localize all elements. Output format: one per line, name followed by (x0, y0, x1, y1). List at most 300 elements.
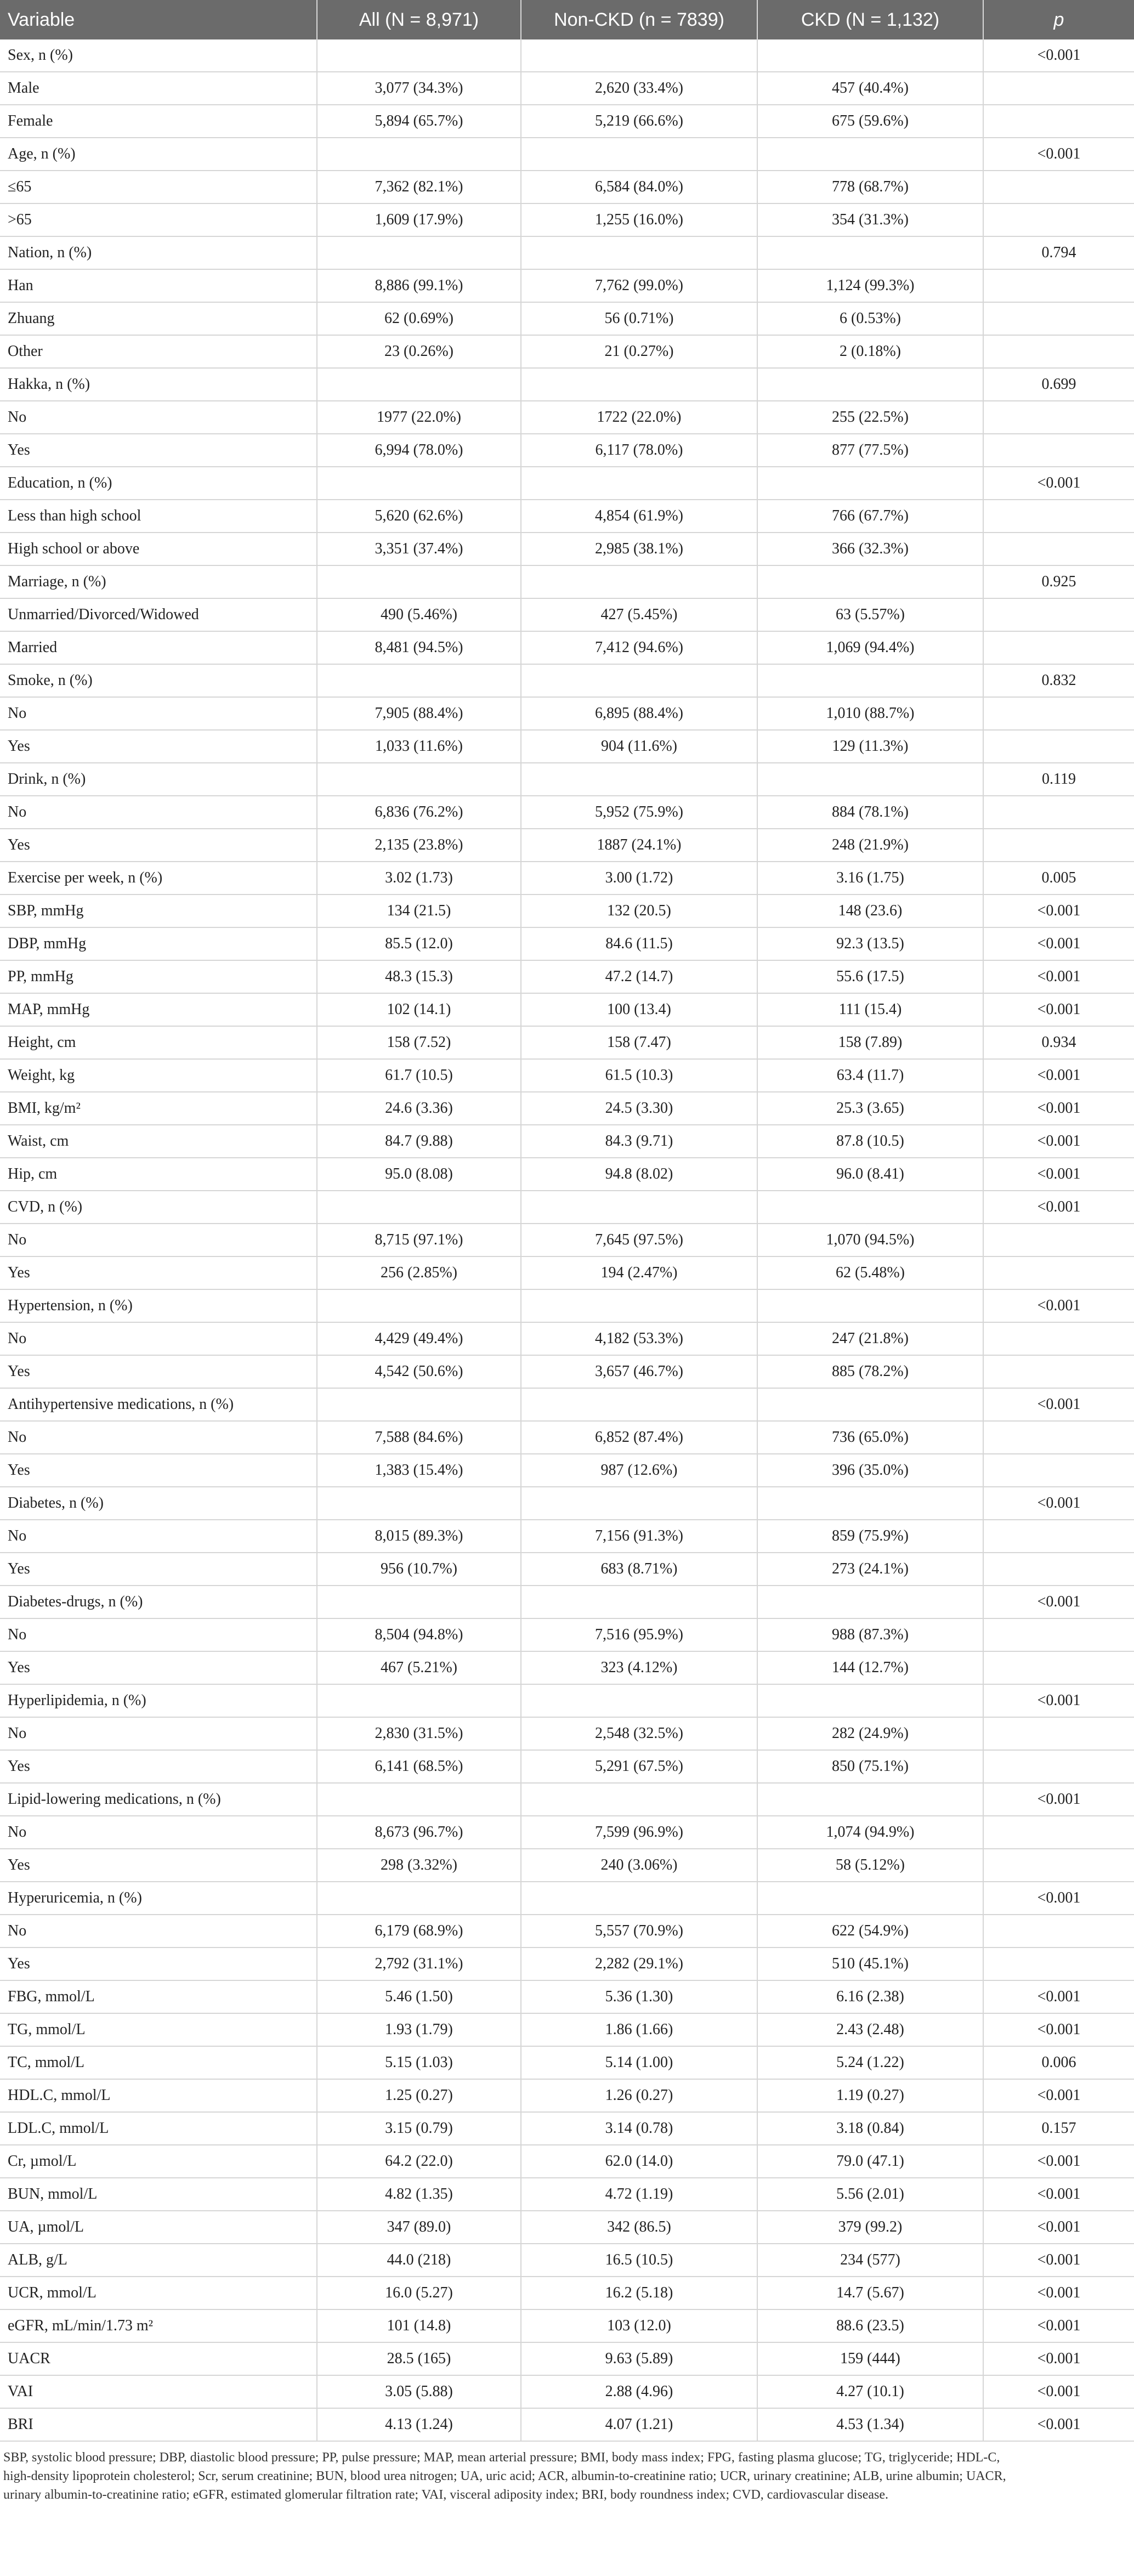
cell-ckd: 884 (78.1%) (757, 796, 983, 829)
cell-non-ckd: 3.14 (0.78) (521, 2112, 757, 2145)
cell-non-ckd: 56 (0.71%) (521, 302, 757, 335)
cell-variable: ALB, g/L (0, 2244, 317, 2277)
cell-variable: Education, n (%) (0, 467, 317, 500)
cell-non-ckd: 683 (8.71%) (521, 1553, 757, 1586)
cell-all (317, 1586, 521, 1618)
table-row (0, 2079, 1134, 2112)
cell-all (317, 1388, 521, 1421)
cell-variable: SBP, mmHg (0, 894, 317, 927)
cell-p-value (983, 1224, 1134, 1256)
table-row (0, 2145, 1134, 2178)
cell-ckd: 675 (59.6%) (757, 105, 983, 138)
cell-non-ckd (521, 467, 757, 500)
cell-variable: Marriage, n (%) (0, 565, 317, 598)
cell-ckd (757, 1289, 983, 1322)
table-row (0, 138, 1134, 171)
cell-variable: Yes (0, 730, 317, 763)
cell-all (317, 467, 521, 500)
cell-all (317, 664, 521, 697)
cell-ckd (757, 1684, 983, 1717)
cell-variable: BMI, kg/m² (0, 1092, 317, 1125)
table-row (0, 335, 1134, 368)
cell-p-value: 0.832 (983, 664, 1134, 697)
cell-p-value: <0.001 (983, 1289, 1134, 1322)
cell-ckd: 282 (24.9%) (757, 1717, 983, 1750)
cell-all: 490 (5.46%) (317, 598, 521, 631)
cell-variable: No (0, 1618, 317, 1651)
cell-all: 95.0 (8.08) (317, 1158, 521, 1191)
cell-all: 28.5 (165) (317, 2342, 521, 2375)
cell-variable: MAP, mmHg (0, 993, 317, 1026)
cell-variable: BRI (0, 2408, 317, 2441)
cell-all: 8,481 (94.5%) (317, 631, 521, 664)
cell-p-value: <0.001 (983, 467, 1134, 500)
cell-ckd: 2 (0.18%) (757, 335, 983, 368)
cell-ckd: 14.7 (5.67) (757, 2277, 983, 2309)
cell-variable: Other (0, 335, 317, 368)
cell-variable: Yes (0, 1750, 317, 1783)
cell-all: 7,362 (82.1%) (317, 171, 521, 203)
cell-all: 134 (21.5) (317, 894, 521, 927)
cell-ckd: 766 (67.7%) (757, 500, 983, 533)
cell-ckd: 396 (35.0%) (757, 1454, 983, 1487)
cell-variable: Yes (0, 1553, 317, 1586)
cell-p-value (983, 335, 1134, 368)
cell-all: 467 (5.21%) (317, 1651, 521, 1684)
cell-non-ckd (521, 1191, 757, 1224)
cell-ckd (757, 1388, 983, 1421)
cell-variable: ≤65 (0, 171, 317, 203)
cell-variable: Weight, kg (0, 1059, 317, 1092)
table-row (0, 1487, 1134, 1520)
table-footnote (3, 2448, 1127, 2504)
cell-variable: eGFR, mL/min/1.73 m² (0, 2309, 317, 2342)
cell-all: 44.0 (218) (317, 2244, 521, 2277)
cell-ckd: 63 (5.57%) (757, 598, 983, 631)
cell-non-ckd: 194 (2.47%) (521, 1256, 757, 1289)
table-row (0, 1289, 1134, 1322)
cell-ckd: 159 (444) (757, 2342, 983, 2375)
cell-ckd: 63.4 (11.7) (757, 1059, 983, 1092)
cell-ckd: 859 (75.9%) (757, 1520, 983, 1553)
cell-non-ckd: 3.00 (1.72) (521, 862, 757, 894)
table-row (0, 664, 1134, 697)
cell-p-value: <0.001 (983, 960, 1134, 993)
cell-all: 8,673 (96.7%) (317, 1816, 521, 1849)
cell-ckd: 1.19 (0.27) (757, 2079, 983, 2112)
cell-ckd: 158 (7.89) (757, 1026, 983, 1059)
cell-all: 1.25 (0.27) (317, 2079, 521, 2112)
cell-variable: Smoke, n (%) (0, 664, 317, 697)
cell-variable: No (0, 1520, 317, 1553)
cell-all: 4,429 (49.4%) (317, 1322, 521, 1355)
cell-variable: Han (0, 269, 317, 302)
cell-p-value: 0.006 (983, 2046, 1134, 2079)
cell-p-value: <0.001 (983, 1388, 1134, 1421)
cell-all (317, 1191, 521, 1224)
cell-non-ckd: 6,584 (84.0%) (521, 171, 757, 203)
table-row (0, 171, 1134, 203)
cell-p-value: <0.001 (983, 927, 1134, 960)
table-row (0, 1388, 1134, 1421)
cell-non-ckd (521, 39, 757, 72)
cell-ckd: 273 (24.1%) (757, 1553, 983, 1586)
cell-variable: Hyperuricemia, n (%) (0, 1882, 317, 1915)
cell-p-value (983, 500, 1134, 533)
cell-non-ckd (521, 763, 757, 796)
cell-all (317, 1783, 521, 1816)
cell-variable: Female (0, 105, 317, 138)
table-row (0, 467, 1134, 500)
cell-variable: No (0, 401, 317, 434)
table-row (0, 1355, 1134, 1388)
cell-variable: No (0, 1421, 317, 1454)
cell-p-value: 0.699 (983, 368, 1134, 401)
cell-non-ckd (521, 368, 757, 401)
cell-all: 3,351 (37.4%) (317, 533, 521, 565)
cell-variable: No (0, 1816, 317, 1849)
cell-ckd: 885 (78.2%) (757, 1355, 983, 1388)
cell-p-value: 0.794 (983, 236, 1134, 269)
cell-p-value (983, 598, 1134, 631)
cell-non-ckd (521, 138, 757, 171)
cell-all: 8,015 (89.3%) (317, 1520, 521, 1553)
cell-non-ckd: 6,117 (78.0%) (521, 434, 757, 467)
cell-variable: No (0, 1322, 317, 1355)
cell-variable: Lipid-lowering medications, n (%) (0, 1783, 317, 1816)
header-non-ckd: Non-CKD (n = 7839) (521, 0, 757, 39)
table-row (0, 2178, 1134, 2211)
table-row (0, 1224, 1134, 1256)
cell-ckd: 6 (0.53%) (757, 302, 983, 335)
table-row (0, 1783, 1134, 1816)
cell-p-value: <0.001 (983, 2013, 1134, 2046)
cell-ckd (757, 368, 983, 401)
cell-variable: Yes (0, 1651, 317, 1684)
cell-non-ckd (521, 1684, 757, 1717)
cell-p-value: <0.001 (983, 2342, 1134, 2375)
cell-non-ckd: 240 (3.06%) (521, 1849, 757, 1882)
cell-p-value (983, 796, 1134, 829)
cell-variable: FBG, mmol/L (0, 1980, 317, 2013)
cell-ckd: 3.16 (1.75) (757, 862, 983, 894)
cell-ckd: 1,124 (99.3%) (757, 269, 983, 302)
cell-non-ckd: 2,985 (38.1%) (521, 533, 757, 565)
cell-p-value (983, 1915, 1134, 1947)
cell-non-ckd: 100 (13.4) (521, 993, 757, 1026)
table-body (0, 39, 1134, 2441)
cell-non-ckd: 4,854 (61.9%) (521, 500, 757, 533)
cell-non-ckd (521, 664, 757, 697)
table-row (0, 1322, 1134, 1355)
table-row (0, 1421, 1134, 1454)
cell-all: 84.7 (9.88) (317, 1125, 521, 1158)
cell-ckd: 148 (23.6) (757, 894, 983, 927)
cell-ckd: 1,074 (94.9%) (757, 1816, 983, 1849)
cell-p-value: 0.157 (983, 2112, 1134, 2145)
cell-p-value (983, 1849, 1134, 1882)
cell-p-value: <0.001 (983, 2079, 1134, 2112)
cell-non-ckd: 4,182 (53.3%) (521, 1322, 757, 1355)
cell-variable: Height, cm (0, 1026, 317, 1059)
cell-p-value: <0.001 (983, 1783, 1134, 1816)
cell-all (317, 565, 521, 598)
cell-variable: Nation, n (%) (0, 236, 317, 269)
cell-p-value: <0.001 (983, 2408, 1134, 2441)
table-row (0, 1750, 1134, 1783)
cell-all: 3,077 (34.3%) (317, 72, 521, 105)
cell-variable: Hypertension, n (%) (0, 1289, 317, 1322)
table-row (0, 1553, 1134, 1586)
cell-non-ckd: 987 (12.6%) (521, 1454, 757, 1487)
table-row (0, 302, 1134, 335)
cell-all: 6,836 (76.2%) (317, 796, 521, 829)
cell-all (317, 368, 521, 401)
cell-ckd: 850 (75.1%) (757, 1750, 983, 1783)
cell-p-value (983, 105, 1134, 138)
cell-p-value: <0.001 (983, 2211, 1134, 2244)
table-row (0, 598, 1134, 631)
cell-variable: CVD, n (%) (0, 1191, 317, 1224)
cell-all: 1,609 (17.9%) (317, 203, 521, 236)
cell-all: 1,383 (15.4%) (317, 1454, 521, 1487)
table-row (0, 2013, 1134, 2046)
cell-ckd (757, 664, 983, 697)
cell-p-value: 0.934 (983, 1026, 1134, 1059)
cell-ckd: 622 (54.9%) (757, 1915, 983, 1947)
cell-non-ckd: 9.63 (5.89) (521, 2342, 757, 2375)
header-all: All (N = 8,971) (317, 0, 521, 39)
table-header (0, 0, 1134, 39)
cell-ckd: 248 (21.9%) (757, 829, 983, 862)
cell-non-ckd: 7,645 (97.5%) (521, 1224, 757, 1256)
cell-p-value: <0.001 (983, 1191, 1134, 1224)
cell-variable: Less than high school (0, 500, 317, 533)
cell-p-value (983, 533, 1134, 565)
cell-ckd: 55.6 (17.5) (757, 960, 983, 993)
cell-ckd (757, 236, 983, 269)
cell-variable: No (0, 1224, 317, 1256)
cell-p-value: <0.001 (983, 993, 1134, 1026)
cell-non-ckd: 7,156 (91.3%) (521, 1520, 757, 1553)
cell-all (317, 1289, 521, 1322)
cell-p-value: <0.001 (983, 1125, 1134, 1158)
cell-non-ckd: 5.14 (1.00) (521, 2046, 757, 2079)
cell-p-value: <0.001 (983, 138, 1134, 171)
cell-variable: UACR (0, 2342, 317, 2375)
cell-ckd: 354 (31.3%) (757, 203, 983, 236)
cell-variable: Diabetes-drugs, n (%) (0, 1586, 317, 1618)
cell-ckd: 1,070 (94.5%) (757, 1224, 983, 1256)
cell-non-ckd: 2,282 (29.1%) (521, 1947, 757, 1980)
cell-p-value: <0.001 (983, 2277, 1134, 2309)
table-row (0, 960, 1134, 993)
cell-non-ckd: 1,255 (16.0%) (521, 203, 757, 236)
cell-ckd (757, 565, 983, 598)
table-row (0, 1158, 1134, 1191)
cell-variable: Cr, µmol/L (0, 2145, 317, 2178)
table-row (0, 862, 1134, 894)
cell-variable: Yes (0, 1454, 317, 1487)
cell-ckd: 87.8 (10.5) (757, 1125, 983, 1158)
cell-non-ckd (521, 1388, 757, 1421)
cell-p-value: <0.001 (983, 39, 1134, 72)
table-row (0, 2408, 1134, 2441)
cell-all: 64.2 (22.0) (317, 2145, 521, 2178)
cell-ckd (757, 1191, 983, 1224)
cell-variable: Yes (0, 829, 317, 862)
table-row (0, 730, 1134, 763)
cell-ckd (757, 1783, 983, 1816)
cell-p-value (983, 269, 1134, 302)
cell-p-value: <0.001 (983, 1684, 1134, 1717)
cell-non-ckd: 342 (86.5) (521, 2211, 757, 2244)
table-row (0, 1256, 1134, 1289)
cell-ckd (757, 467, 983, 500)
table-row (0, 1684, 1134, 1717)
cell-ckd (757, 763, 983, 796)
cell-variable: TC, mmol/L (0, 2046, 317, 2079)
cell-ckd (757, 1882, 983, 1915)
table-row (0, 1915, 1134, 1947)
cell-non-ckd: 1887 (24.1%) (521, 829, 757, 862)
cell-all: 6,141 (68.5%) (317, 1750, 521, 1783)
cell-non-ckd: 7,599 (96.9%) (521, 1816, 757, 1849)
cell-variable: VAI (0, 2375, 317, 2408)
cell-variable: Waist, cm (0, 1125, 317, 1158)
cell-ckd (757, 39, 983, 72)
header-row (0, 0, 1134, 39)
cell-variable: Male (0, 72, 317, 105)
cell-p-value (983, 1256, 1134, 1289)
cell-non-ckd: 61.5 (10.3) (521, 1059, 757, 1092)
cell-non-ckd: 1.86 (1.66) (521, 2013, 757, 2046)
cell-ckd: 3.18 (0.84) (757, 2112, 983, 2145)
footnote-line: high-density lipoprotein cholesterol; Scr, serum creatinine; BUN, blood urea nitrogen; UA, uric acid; ACR, albumin-to-creatinine ratio; UCR, urinary creatinine; ALB, urine albumin; UACR, (3, 2469, 1006, 2483)
cell-p-value (983, 1421, 1134, 1454)
table-row (0, 2375, 1134, 2408)
cell-variable: Yes (0, 1849, 317, 1882)
cell-variable: Age, n (%) (0, 138, 317, 171)
cell-all: 956 (10.7%) (317, 1553, 521, 1586)
cell-all: 7,905 (88.4%) (317, 697, 521, 730)
cell-ckd: 88.6 (23.5) (757, 2309, 983, 2342)
cell-non-ckd (521, 1487, 757, 1520)
cell-non-ckd: 2,548 (32.5%) (521, 1717, 757, 1750)
cell-variable: No (0, 1717, 317, 1750)
cell-p-value (983, 1520, 1134, 1553)
cell-all: 8,715 (97.1%) (317, 1224, 521, 1256)
cell-all: 1,033 (11.6%) (317, 730, 521, 763)
table-row (0, 1882, 1134, 1915)
table-row (0, 1454, 1134, 1487)
cell-non-ckd: 84.3 (9.71) (521, 1125, 757, 1158)
cell-variable: TG, mmol/L (0, 2013, 317, 2046)
cell-ckd: 25.3 (3.65) (757, 1092, 983, 1125)
cell-non-ckd: 5,557 (70.9%) (521, 1915, 757, 1947)
cell-all: 16.0 (5.27) (317, 2277, 521, 2309)
cell-all (317, 236, 521, 269)
table-row (0, 1717, 1134, 1750)
table-row (0, 1586, 1134, 1618)
cell-non-ckd: 21 (0.27%) (521, 335, 757, 368)
table-row (0, 269, 1134, 302)
table-row (0, 829, 1134, 862)
cell-all: 102 (14.1) (317, 993, 521, 1026)
cell-ckd (757, 138, 983, 171)
cell-p-value: 0.005 (983, 862, 1134, 894)
cell-variable: UA, µmol/L (0, 2211, 317, 2244)
cell-variable: UCR, mmol/L (0, 2277, 317, 2309)
cell-variable: Hyperlipidemia, n (%) (0, 1684, 317, 1717)
cell-variable: Zhuang (0, 302, 317, 335)
cell-all: 6,179 (68.9%) (317, 1915, 521, 1947)
cell-non-ckd: 84.6 (11.5) (521, 927, 757, 960)
cell-variable: HDL.C, mmol/L (0, 2079, 317, 2112)
cell-non-ckd (521, 565, 757, 598)
cell-ckd: 92.3 (13.5) (757, 927, 983, 960)
header-ckd: CKD (N = 1,132) (757, 0, 983, 39)
cell-non-ckd: 24.5 (3.30) (521, 1092, 757, 1125)
cell-ckd: 144 (12.7%) (757, 1651, 983, 1684)
cell-non-ckd: 904 (11.6%) (521, 730, 757, 763)
cell-ckd: 6.16 (2.38) (757, 1980, 983, 2013)
cell-variable: Hip, cm (0, 1158, 317, 1191)
table-row (0, 39, 1134, 72)
cell-ckd: 510 (45.1%) (757, 1947, 983, 1980)
cell-non-ckd: 2,620 (33.4%) (521, 72, 757, 105)
cell-all: 85.5 (12.0) (317, 927, 521, 960)
cell-variable: Unmarried/Divorced/Widowed (0, 598, 317, 631)
cell-variable: No (0, 796, 317, 829)
cell-all: 2,135 (23.8%) (317, 829, 521, 862)
table-row (0, 2211, 1134, 2244)
cell-non-ckd: 6,852 (87.4%) (521, 1421, 757, 1454)
cell-non-ckd: 2.88 (4.96) (521, 2375, 757, 2408)
cell-ckd: 4.53 (1.34) (757, 2408, 983, 2441)
cell-all (317, 1882, 521, 1915)
table-row (0, 1980, 1134, 2013)
cell-non-ckd: 427 (5.45%) (521, 598, 757, 631)
cell-ckd: 736 (65.0%) (757, 1421, 983, 1454)
header-variable: Variable (0, 0, 317, 39)
cell-p-value: <0.001 (983, 1980, 1134, 2013)
cell-ckd: 4.27 (10.1) (757, 2375, 983, 2408)
cell-variable: Antihypertensive medications, n (%) (0, 1388, 317, 1421)
cell-non-ckd: 1.26 (0.27) (521, 2079, 757, 2112)
cell-ckd: 366 (32.3%) (757, 533, 983, 565)
cell-all (317, 1684, 521, 1717)
cell-p-value (983, 1947, 1134, 1980)
cell-p-value (983, 401, 1134, 434)
cell-p-value (983, 1618, 1134, 1651)
cell-variable: LDL.C, mmol/L (0, 2112, 317, 2145)
cell-all: 2,830 (31.5%) (317, 1717, 521, 1750)
cell-ckd: 988 (87.3%) (757, 1618, 983, 1651)
cell-p-value (983, 1454, 1134, 1487)
cell-non-ckd: 1722 (22.0%) (521, 401, 757, 434)
cell-all: 5.46 (1.50) (317, 1980, 521, 2013)
cell-p-value (983, 434, 1134, 467)
cell-non-ckd (521, 1289, 757, 1322)
cell-p-value: 0.925 (983, 565, 1134, 598)
table-row (0, 697, 1134, 730)
cell-ckd: 234 (577) (757, 2244, 983, 2277)
cell-p-value (983, 203, 1134, 236)
cell-variable: Diabetes, n (%) (0, 1487, 317, 1520)
cell-all: 8,504 (94.8%) (317, 1618, 521, 1651)
cell-p-value (983, 72, 1134, 105)
